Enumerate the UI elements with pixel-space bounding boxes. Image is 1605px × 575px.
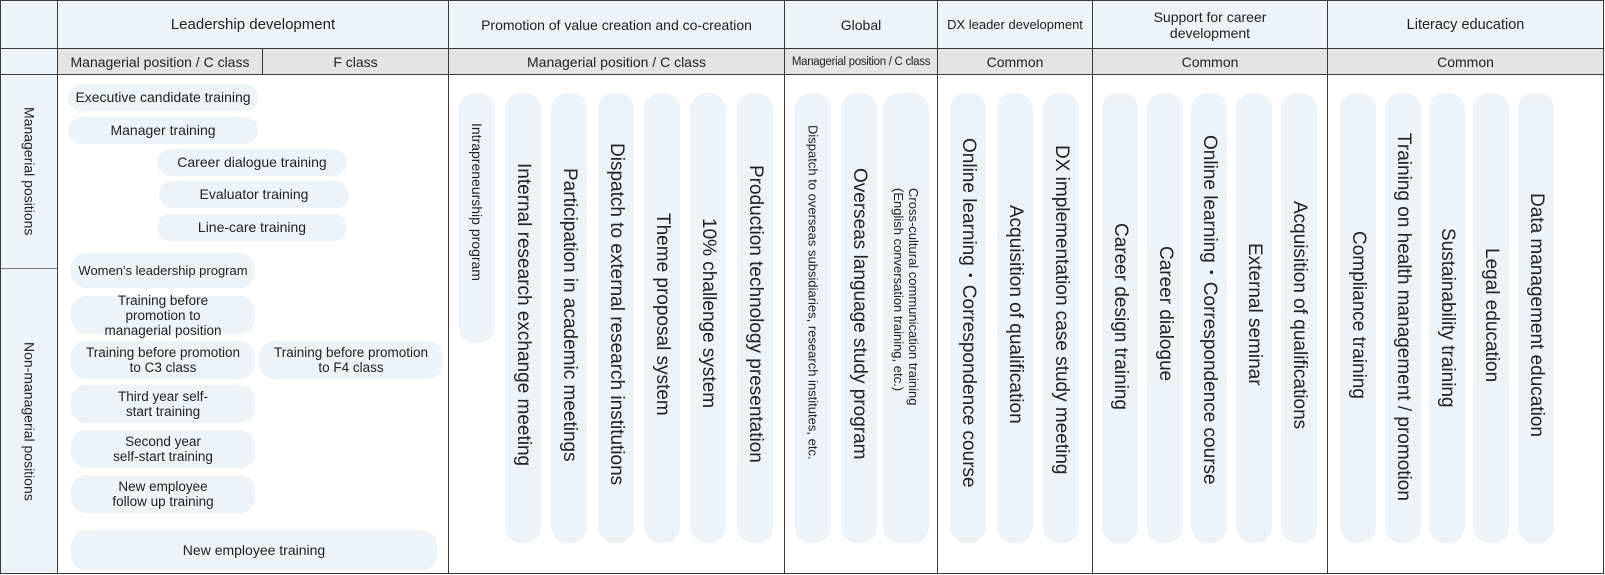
subheader-leadership-c: Managerial position / C class — [58, 49, 262, 74]
manager-training: Manager training — [68, 117, 258, 144]
grid-line — [0, 74, 1603, 75]
program-label: 10% challenge system — [698, 218, 719, 409]
grid-line — [0, 268, 57, 269]
program-pill — [1043, 93, 1079, 543]
program-label: Data management education — [1526, 193, 1547, 437]
header-literacy: Literacy education — [1328, 1, 1603, 48]
training-before-managerial: Training before promotion to managerial position — [71, 296, 255, 334]
womens-leadership-program: Women's leadership program — [71, 253, 255, 288]
program-label: Online learning・Correspondence course — [958, 138, 979, 488]
program-pill — [1340, 93, 1376, 543]
header-leadership: Leadership development — [58, 1, 448, 48]
program-label: Theme proposal system — [652, 213, 673, 416]
line-care-training: Line-care training — [157, 214, 347, 241]
grid-line — [0, 0, 1, 574]
program-label: Legal education — [1481, 248, 1502, 383]
program-pill — [883, 93, 929, 543]
program-pill — [1281, 93, 1317, 543]
program-label: DX implementation case study meeting — [1051, 145, 1072, 475]
program-label: Production technology presentation — [745, 165, 766, 463]
training-before-c3: Training before promotion to C3 class — [71, 341, 255, 379]
program-label: Sustainability training — [1437, 228, 1458, 408]
program-label: Online learning・Correspondence course — [1199, 135, 1220, 485]
program-label: Overseas language study program — [849, 168, 870, 460]
program-pill — [505, 93, 541, 543]
header-dx: DX leader development — [938, 1, 1092, 48]
grid-line — [57, 0, 58, 574]
row-managerial-label: Managerial positions — [21, 107, 38, 236]
program-pill — [1102, 93, 1138, 543]
program-label: Career design training — [1110, 223, 1131, 410]
program-pill — [1236, 93, 1272, 543]
program-pill — [690, 93, 726, 543]
program-label: Acquisition of qualifications — [1289, 201, 1310, 430]
row-non-managerial-label: Non-managerial positions — [21, 341, 38, 501]
header-value-creation: Promotion of value creation and co-creation — [449, 1, 784, 48]
program-label: External seminar — [1244, 243, 1265, 386]
grid-line — [448, 0, 449, 574]
grid-line — [937, 0, 938, 574]
program-label: Cross-cultural communication training (English conversation training, etc.) — [891, 188, 921, 406]
program-pill — [950, 93, 986, 543]
program-pill — [598, 93, 634, 543]
executive-candidate-training: Executive candidate training — [68, 84, 258, 111]
header-career: Support for career development — [1093, 1, 1327, 48]
program-pill — [1147, 93, 1183, 543]
third-year-training: Third year self-start training — [71, 385, 255, 423]
career-dialogue-training: Career dialogue training — [157, 149, 347, 176]
subheader-dx: Common — [938, 49, 1092, 74]
training-before-f4: Training before promotion to F4 class — [259, 341, 443, 379]
grid-line — [1327, 0, 1328, 574]
program-label: Participation in academic meetings — [559, 168, 580, 462]
program-label: Training on health management / promotion — [1393, 133, 1414, 501]
subheader-global: Managerial position / C class — [785, 49, 937, 74]
grid-line — [784, 0, 785, 574]
grid-line — [262, 48, 263, 74]
grid-line — [0, 573, 1603, 574]
program-pill — [1518, 93, 1554, 543]
program-label: Career dialogue — [1155, 246, 1176, 382]
program-pill — [841, 93, 877, 543]
program-label: Dispatch to overseas subsidiaries, research institutes, etc. — [805, 125, 821, 460]
program-label: Internal research exchange meeting — [513, 163, 534, 467]
program-pill — [737, 93, 773, 543]
program-label: Intrapreneurship program — [469, 123, 485, 281]
program-label: Acquisition of qualification — [1005, 205, 1026, 424]
program-pill — [997, 93, 1033, 543]
evaluator-training: Evaluator training — [159, 181, 349, 208]
subheader-literacy: Common — [1328, 49, 1603, 74]
new-employee-training: New employee training — [71, 530, 437, 570]
program-pill — [1429, 93, 1465, 543]
program-label: Dispatch to external research institutions — [606, 143, 627, 486]
program-pill — [644, 93, 680, 543]
header-global: Global — [785, 1, 937, 48]
program-pill — [459, 93, 495, 343]
program-pill — [1473, 93, 1509, 543]
grid-line — [1603, 0, 1604, 574]
subheader-leadership-f: F class — [263, 49, 448, 74]
corner-subcell — [1, 49, 57, 74]
program-pill — [551, 93, 587, 543]
grid-line — [0, 0, 1603, 1]
grid-line — [0, 48, 1603, 49]
grid-line — [1092, 0, 1093, 574]
new-employee-follow-up: New employee follow up training — [71, 475, 255, 513]
program-label: Compliance training — [1348, 231, 1369, 399]
program-pill — [1385, 93, 1421, 543]
second-year-training: Second year self-start training — [71, 430, 255, 468]
subheader-career: Common — [1093, 49, 1327, 74]
subheader-value-creation: Managerial position / C class — [449, 49, 784, 74]
program-pill — [1191, 93, 1227, 543]
corner-cell — [1, 1, 57, 48]
program-pill — [795, 93, 831, 543]
